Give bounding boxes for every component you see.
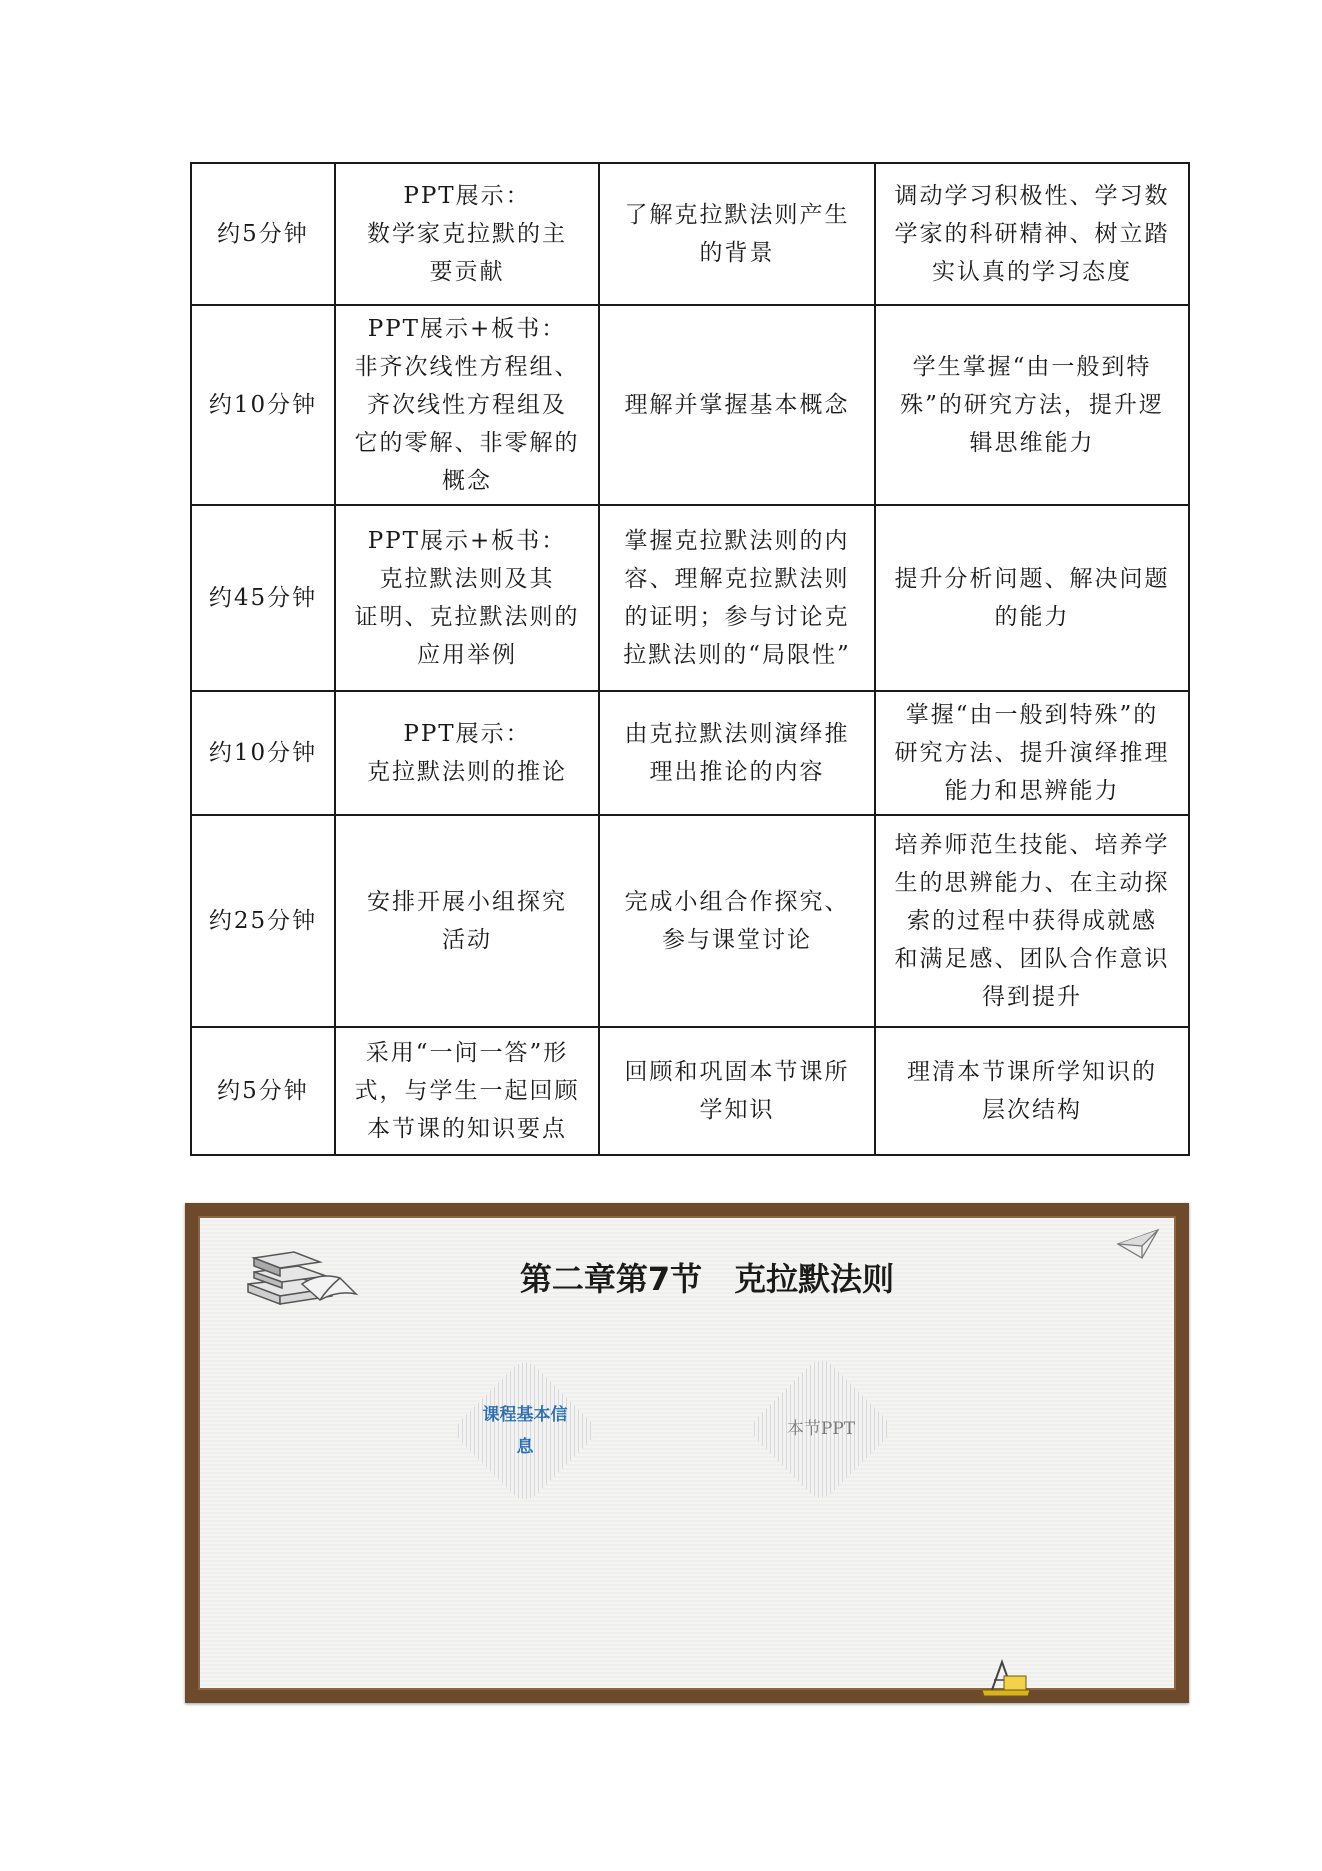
cell-line: 本节课的知识要点 bbox=[367, 1116, 567, 1142]
cell-line: 的证明；参与讨论克 bbox=[624, 604, 850, 630]
easel-icon bbox=[978, 1658, 1034, 1702]
cell-line: 能力和思辨能力 bbox=[944, 778, 1120, 804]
cell-line: 克拉默法则的推论 bbox=[367, 759, 567, 785]
value-cell bbox=[875, 305, 1189, 505]
time-cell: 约25分钟 bbox=[191, 815, 335, 1027]
content-cell bbox=[335, 691, 599, 815]
cell-line: 生的思辨能力、在主动探 bbox=[894, 870, 1170, 896]
content-cell bbox=[335, 305, 599, 505]
cell-line: 得到提升 bbox=[982, 984, 1082, 1010]
slide-title: 第二章第7节 克拉默法则 bbox=[519, 1260, 895, 1298]
cell-line: 殊”的研究方法，提升逻 bbox=[900, 392, 1164, 418]
cell-line: PPT展示： bbox=[403, 183, 531, 209]
cell-line: PPT展示： bbox=[403, 721, 531, 747]
content-cell bbox=[335, 815, 599, 1027]
cell-line: 调动学习积极性、学习数 bbox=[894, 183, 1170, 209]
table-row bbox=[191, 1027, 1189, 1155]
goal-cell bbox=[599, 505, 875, 691]
value-cell bbox=[875, 815, 1189, 1027]
lesson-plan-table bbox=[190, 162, 1190, 1156]
cell-line: 要贡献 bbox=[429, 259, 505, 285]
cell-line: 克拉默法则及其 bbox=[379, 566, 555, 592]
cell-line: 活动 bbox=[442, 927, 492, 953]
cell-line: 由克拉默法则演绎推 bbox=[624, 721, 850, 747]
time-cell: 约5分钟 bbox=[191, 1027, 335, 1155]
goal-cell bbox=[599, 815, 875, 1027]
table-row bbox=[191, 691, 1189, 815]
cell-line: 索的过程中获得成就感 bbox=[907, 908, 1157, 934]
value-cell bbox=[875, 1027, 1189, 1155]
cell-line: 证明、克拉默法则的 bbox=[354, 604, 580, 630]
table-row bbox=[191, 505, 1189, 691]
value-cell bbox=[875, 163, 1189, 305]
section-ppt-label: 本节PPT bbox=[786, 1419, 856, 1439]
value-cell bbox=[875, 691, 1189, 815]
cell-line: 的能力 bbox=[994, 604, 1070, 630]
table-row bbox=[191, 815, 1189, 1027]
content-cell bbox=[335, 1027, 599, 1155]
lesson-plan-body bbox=[191, 163, 1189, 1155]
table-row bbox=[191, 163, 1189, 305]
cell-line: 掌握克拉默法则的内 bbox=[624, 528, 850, 554]
cell-line: 掌握“由一般到特殊”的 bbox=[905, 702, 1159, 728]
course-info-label: 课程基本信息 bbox=[482, 1405, 568, 1457]
section-ppt-button[interactable] bbox=[746, 1354, 896, 1504]
slide-frame bbox=[185, 1203, 1189, 1703]
cell-line: 容、理解克拉默法则 bbox=[624, 566, 850, 592]
cell-line: 理清本节课所学知识的 bbox=[907, 1059, 1157, 1085]
value-cell bbox=[875, 505, 1189, 691]
goal-cell bbox=[599, 691, 875, 815]
cell-line: 式，与学生一起回顾 bbox=[354, 1078, 580, 1104]
cell-line: 采用“一问一答”形 bbox=[365, 1040, 569, 1066]
cell-line: 应用举例 bbox=[417, 642, 517, 668]
cell-line: PPT展示+板书： bbox=[367, 528, 567, 554]
content-cell bbox=[335, 505, 599, 691]
cell-line: 学家的科研精神、树立踏 bbox=[894, 221, 1170, 247]
time-cell: 约45分钟 bbox=[191, 505, 335, 691]
cell-line: 回顾和巩固本节课所 bbox=[624, 1059, 850, 1085]
cell-line: 理解并掌握基本概念 bbox=[624, 392, 850, 418]
cell-line: PPT展示+板书： bbox=[367, 316, 567, 342]
cell-line: 数学家克拉默的主 bbox=[367, 221, 567, 247]
goal-cell bbox=[599, 163, 875, 305]
cell-line: 概念 bbox=[442, 468, 492, 494]
cell-line: 拉默法则的“局限性” bbox=[623, 642, 851, 668]
table-row bbox=[191, 305, 1189, 505]
cell-line: 了解克拉默法则产生 bbox=[624, 202, 850, 228]
cell-line: 辑思维能力 bbox=[969, 430, 1095, 456]
goal-cell bbox=[599, 305, 875, 505]
cell-line: 和满足感、团队合作意识 bbox=[894, 946, 1170, 972]
time-cell: 约5分钟 bbox=[191, 163, 335, 305]
cell-line: 完成小组合作探究、 bbox=[624, 889, 850, 915]
paper-plane-icon bbox=[1116, 1228, 1160, 1266]
cell-line: 提升分析问题、解决问题 bbox=[894, 566, 1170, 592]
course-info-button[interactable] bbox=[450, 1356, 600, 1506]
cell-line: 培养师范生技能、培养学 bbox=[894, 832, 1170, 858]
cell-line: 学生掌握“由一般到特 bbox=[912, 354, 1152, 380]
cell-line: 层次结构 bbox=[982, 1097, 1082, 1123]
cell-line: 学知识 bbox=[699, 1097, 775, 1123]
cell-line: 研究方法、提升演绎推理 bbox=[894, 740, 1170, 766]
time-cell: 约10分钟 bbox=[191, 691, 335, 815]
cell-line: 安排开展小组探究 bbox=[367, 889, 567, 915]
cell-line: 非齐次线性方程组、 bbox=[354, 354, 580, 380]
cell-line: 实认真的学习态度 bbox=[932, 259, 1132, 285]
cell-line: 它的零解、非零解的 bbox=[354, 430, 580, 456]
content-cell bbox=[335, 163, 599, 305]
cell-line: 理出推论的内容 bbox=[649, 759, 825, 785]
goal-cell bbox=[599, 1027, 875, 1155]
time-cell: 约10分钟 bbox=[191, 305, 335, 505]
cell-line: 的背景 bbox=[699, 240, 775, 266]
cell-line: 参与课堂讨论 bbox=[662, 927, 812, 953]
cell-line: 齐次线性方程组及 bbox=[367, 392, 567, 418]
